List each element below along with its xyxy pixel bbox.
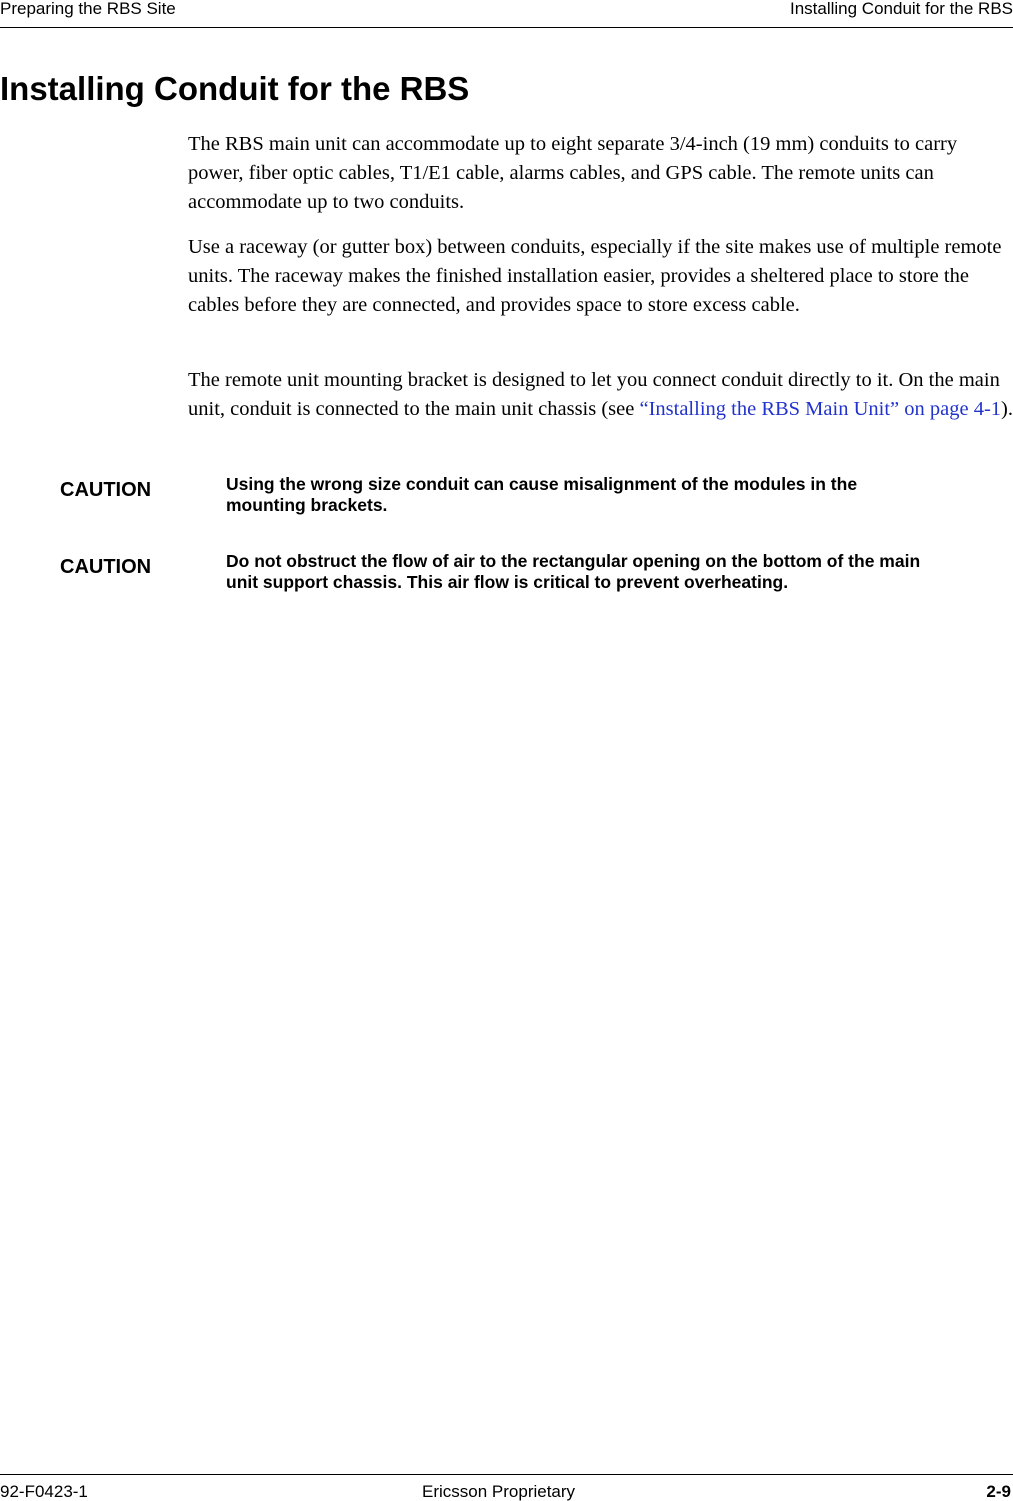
header-chapter-title: Preparing the RBS Site	[0, 0, 176, 18]
page-title: Installing Conduit for the RBS	[0, 70, 470, 107]
page-footer	[0, 1474, 1013, 1501]
caution-text: Using the wrong size conduit can cause misalignment of the modules in the mounting brackets.	[226, 474, 858, 515]
caution-text: Do not obstruct the flow of air to the rectangular opening on the bottom of the main unit support chassis. This air flow is critical to prevent overheating.	[226, 551, 921, 592]
paragraph-3-text-start: The remote unit mounting bracket is designed to let you connect conduit directly to it. On the main unit, conduit is connected to the main unit chassis (see	[188, 369, 1000, 420]
cross-reference-link[interactable]: “Installing the RBS Main Unit” on page 4-1	[639, 398, 1002, 420]
document-number: 92-F0423-1	[0, 1482, 88, 1501]
body-paragraph-2: Use a raceway (or gutter box) between conduits, especially if the site makes use of multiple remote units. The raceway makes the finished installation easier, provides a sheltered place to store the cables before they are connected, and provides space to store excess cable.	[188, 236, 1002, 316]
caution-label: CAUTION	[60, 556, 152, 578]
header-section-title: Installing Conduit for the RBS	[789, 0, 1013, 18]
caution-label: CAUTION	[60, 479, 152, 501]
paragraph-3-text-end: ).	[1001, 398, 1013, 420]
body-paragraph-3	[188, 366, 1013, 424]
proprietary-notice: Ericsson Proprietary	[422, 1482, 576, 1501]
page-number: 2-9	[986, 1482, 1011, 1501]
body-paragraph-1: The RBS main unit can accommodate up to eight separate 3/4-inch (19 mm) conduits to carry power, fiber optic cables, T1/E1 cable, alarms cables, and GPS cable. The remote units can accommodate up to two conduits.	[188, 133, 958, 213]
page-header	[0, 0, 1013, 28]
